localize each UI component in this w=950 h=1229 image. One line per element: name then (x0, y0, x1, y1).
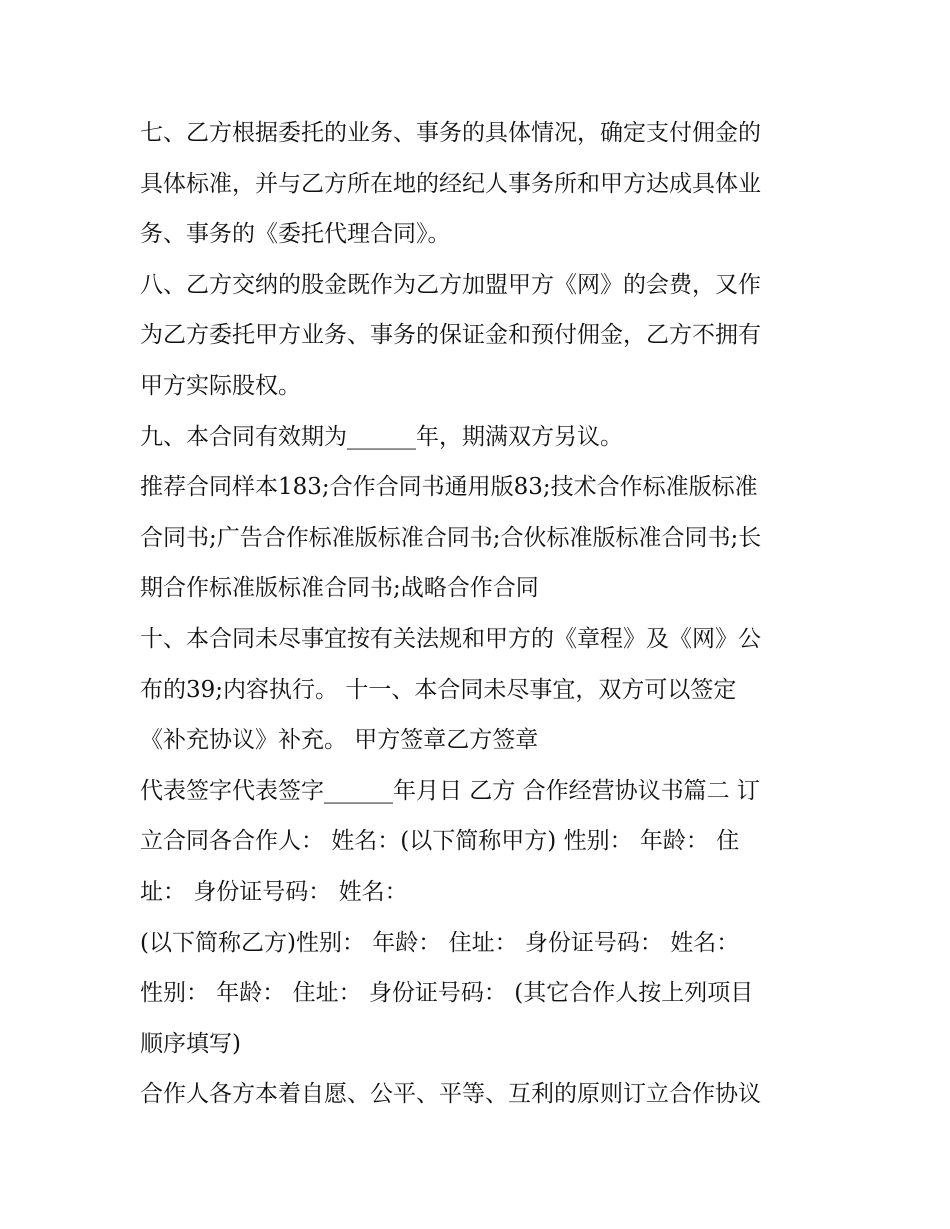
text-line: 性别： 年龄： 住址： 身份证号码： (其它合作人按上列项目 (140, 980, 754, 1007)
text-line: 十、本合同未尽事宜按有关法规和甲方的《章程》及《网》公 (140, 625, 761, 652)
text-line: 布的39;内容执行。 十一、本合同未尽事宜，双方可以签定 (140, 676, 737, 703)
text-line: 立合同各合作人： 姓名：(以下简称甲方) 性别： 年龄： 住 (140, 828, 740, 855)
text-line: 合同书;广告合作标准版标准合同书;合伙标准版标准合同书;长 (140, 524, 762, 551)
text-line: 为乙方委托甲方业务、事务的保证金和预付佣金，乙方不拥有 (140, 322, 761, 349)
text-line: 八、乙方交纳的股金既作为乙方加盟甲方《网》的会费，又作 (140, 271, 761, 298)
text-line: 九、本合同有效期为______年，期满双方另议。 (140, 423, 623, 450)
text-line: 具体标准，并与乙方所在地的经纪人事务所和甲方达成具体业 (140, 170, 761, 197)
document-body (140, 108, 820, 1120)
text-line: 《补充协议》补充。 甲方签章乙方签章 (140, 727, 539, 754)
text-line: 址： 身份证号码： 姓名： (140, 878, 408, 905)
text-line: 七、乙方根据委托的业务、事务的具体情况，确定支付佣金的 (140, 120, 761, 146)
text-line: 顺序填写) (140, 1030, 241, 1057)
text-line: 甲方实际股权。 (140, 372, 301, 399)
text-line: 务、事务的《委托代理合同》。 (140, 221, 451, 248)
text-line: 期合作标准版标准合同书;战略合作合同 (140, 575, 539, 602)
text-line: 推荐合同样本183;合作合同书通用版83;技术合作标准版标准 (140, 474, 758, 501)
text-line: (以下简称乙方)性别： 年龄： 住址： 身份证号码： 姓名： (140, 929, 740, 956)
text-line: 合作人各方本着自愿、公平、平等、互利的原则订立合作协议 (140, 1081, 761, 1108)
text-line: 代表签字代表签字______年月日 乙方 合作经营协议书篇二 订 (140, 777, 760, 804)
